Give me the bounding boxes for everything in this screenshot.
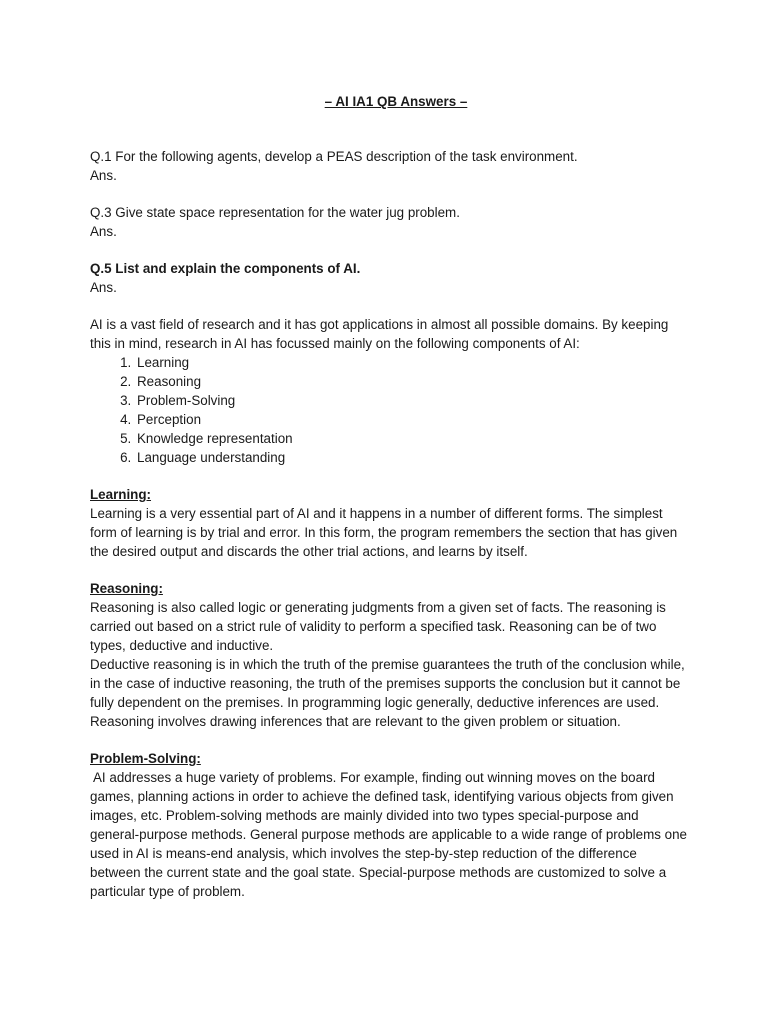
list-item: 5. Knowledge representation — [135, 429, 690, 448]
answer-3-label: Ans. — [90, 224, 117, 239]
question-1: Q.1 For the following agents, develop a PEAS description of the task environment. — [90, 149, 578, 164]
list-item: 3. Problem-Solving — [135, 391, 690, 410]
components-intro: AI is a vast field of research and it has got applications in almost all possible domains. By keeping this in mind, research in AI has focussed mainly on the following components of AI: — [90, 317, 669, 351]
problem-solving-heading: Problem-Solving: — [90, 751, 201, 766]
reasoning-text-1: Reasoning is also called logic or generating judgments from a given set of facts. The reasoning is carried out based on a strict rule of validity to perform a specified task. Reasoning can be of two types, deductive and inductive. — [90, 600, 666, 653]
list-item: 4. Perception — [135, 410, 690, 429]
learning-heading: Learning: — [90, 487, 152, 502]
problem-solving-text: AI addresses a huge variety of problems. For example, finding out winning moves on the board games, planning actions in order to achieve the defined task, identifying various objects from given images, etc. Problem-solving methods are mainly divided into two types special-purpose and general-purpose methods. General purpose methods are applicable to a wide range of problems one used in AI is means-end analysis, which involves the step-by-step reduction of the difference between the current state and the goal state. Special-purpose methods are customized to solve a particular type of problem. — [90, 770, 687, 899]
reasoning-text-2: Deductive reasoning is in which the truth of the premise guarantees the truth of the conclusion while, in the case of inductive reasoning, the truth of the premises supports the conclusion but it cannot be fully dependent on the premises. In programming logic generally, deductive inferences are used. Reasoning involves drawing inferences that are relevant to the given problem or situation. — [90, 657, 685, 729]
question-3: Q.3 Give state space representation for the water jug problem. — [90, 205, 460, 220]
reasoning-section — [90, 579, 690, 731]
document-page — [90, 92, 690, 919]
list-item: 6. Language understanding — [135, 448, 690, 467]
answer-1-label: Ans. — [90, 168, 117, 183]
learning-text: Learning is a very essential part of AI and it happens in a number of different forms. The simplest form of learning is by trial and error. In this form, the program remembers the section that has given the desired output and discards the other trial actions, and learns by itself. — [90, 506, 678, 559]
list-item: 2. Reasoning — [135, 372, 690, 391]
reasoning-heading: Reasoning: — [90, 581, 163, 596]
question-5: Q.5 List and explain the components of AI. — [90, 261, 361, 276]
list-item: 1. Learning — [135, 353, 690, 372]
problem-solving-section — [90, 749, 690, 901]
learning-section — [90, 485, 690, 561]
components-list — [90, 353, 690, 467]
answer-5-label: Ans. — [90, 280, 117, 295]
document-title: – AI IA1 QB Answers – — [324, 94, 468, 109]
